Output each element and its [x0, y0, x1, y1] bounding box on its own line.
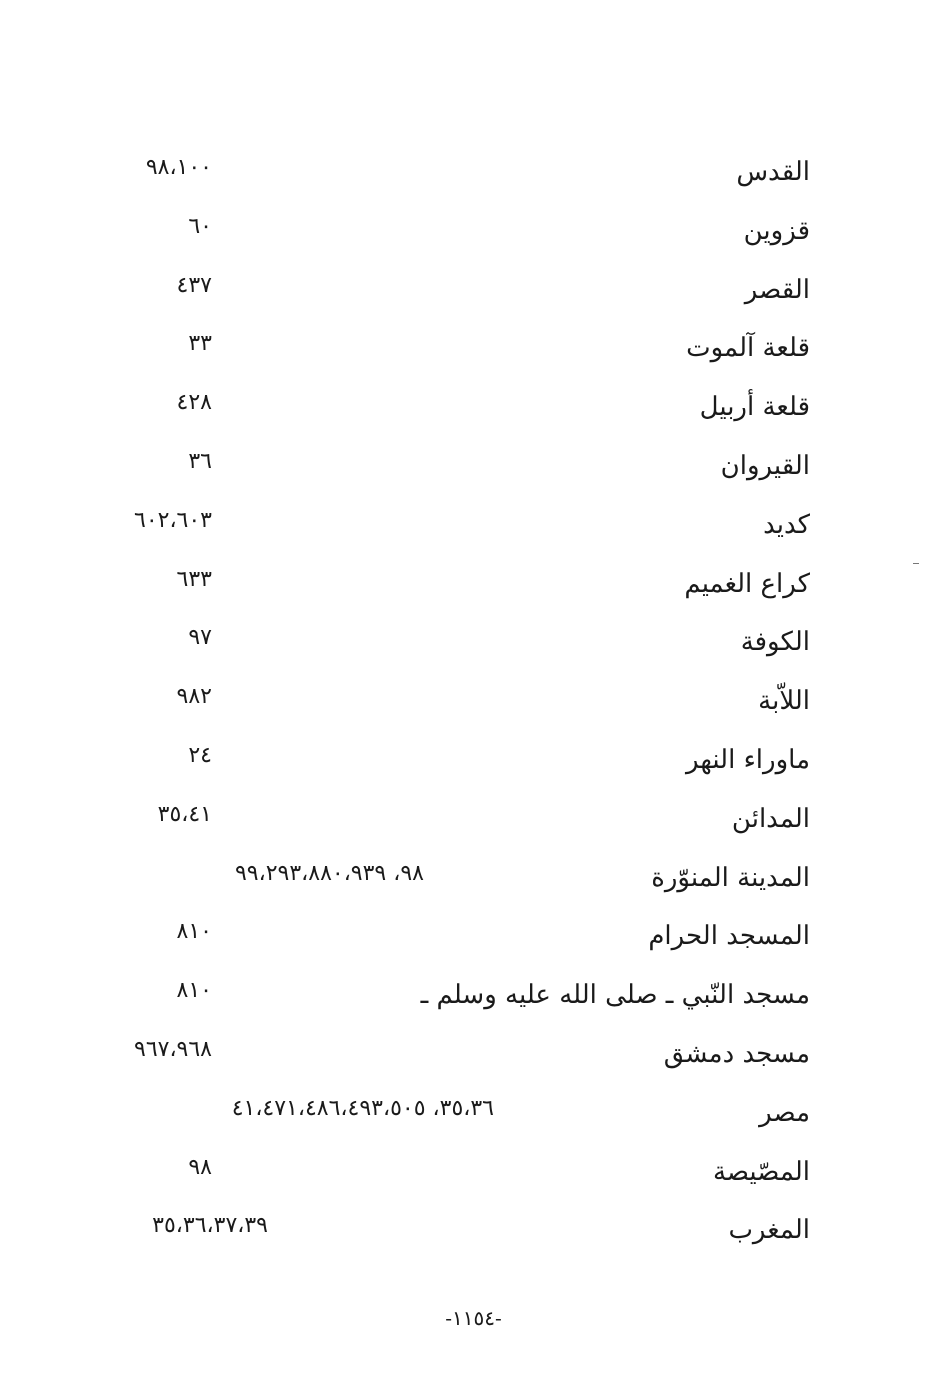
- page-references: ٦٣٣: [176, 566, 212, 592]
- place-name: القدس: [736, 157, 810, 187]
- place-name: مسجد دمشق: [663, 1038, 810, 1069]
- page-references: ٩٨، ٩٩،٢٩٣،٨٨٠،٩٣٩: [234, 860, 424, 886]
- page-number: -١١٥٤-: [445, 1306, 502, 1330]
- page-references: ٩٨٢: [176, 684, 212, 710]
- page-references: ٨١٠: [176, 919, 212, 945]
- index-entry: [80, 677, 810, 736]
- index-entry: [80, 266, 810, 325]
- index-entry: [80, 795, 810, 854]
- page-references: ٩٨: [188, 1154, 212, 1180]
- index-entry: [80, 207, 810, 266]
- index-entry: [80, 618, 810, 677]
- place-name: مسجد النّبي ـ صلى الله عليه وسلم ـ: [420, 980, 810, 1011]
- index-entry: [80, 854, 810, 913]
- place-name: القيروان: [720, 450, 810, 481]
- index-entry: [80, 1089, 810, 1148]
- index-entry: [80, 736, 810, 795]
- index-entry: [80, 148, 810, 207]
- page-references: ٦٠: [188, 213, 212, 239]
- place-name: المصّيصة: [712, 1156, 810, 1187]
- place-name: الكوفة: [740, 627, 810, 658]
- margin-mark: [913, 563, 919, 564]
- index-entry: [80, 442, 810, 501]
- place-name: القصر: [744, 274, 810, 305]
- index-entry: [80, 912, 810, 971]
- place-name: كراع الغميم: [684, 568, 810, 599]
- page-references: ٣٦: [188, 448, 212, 474]
- page-references: ٣٥،٤١: [157, 801, 212, 827]
- page-references: ٩٨،١٠٠: [145, 155, 212, 180]
- page-references: ٨١٠: [176, 978, 212, 1004]
- page-references: ٢٤: [188, 742, 212, 768]
- page-references: ٦٠٢،٦٠٣: [134, 507, 212, 533]
- index-entry: [80, 1206, 810, 1265]
- place-name: مصر: [759, 1097, 810, 1128]
- place-name: قلعة أربيل: [699, 392, 810, 423]
- page-references: ٣٣: [188, 331, 212, 357]
- place-name: المغرب: [728, 1215, 810, 1246]
- place-name: قلعة آلموت: [686, 333, 810, 364]
- index-entry: [80, 1030, 810, 1089]
- index-entry: [80, 324, 810, 383]
- page-references: ٤٢٨: [176, 390, 212, 416]
- place-index-list: [80, 148, 810, 1265]
- index-entry: [80, 383, 810, 442]
- place-name: المدينة المنوّرة: [651, 862, 810, 893]
- index-entry: [80, 501, 810, 560]
- page-references: ٩٧: [188, 625, 212, 651]
- place-name: ماوراء النهر: [686, 744, 810, 775]
- place-name: المدائن: [731, 803, 810, 834]
- place-name: قزوين: [743, 215, 810, 246]
- place-name: كديد: [763, 509, 810, 540]
- page-references: ٩٦٧،٩٦٨: [134, 1036, 212, 1062]
- page-references: ٣٥،٣٦،٣٧،٣٩: [152, 1213, 268, 1239]
- place-name: اللاّبة: [758, 686, 810, 717]
- index-entry: [80, 971, 810, 1030]
- index-entry: [80, 560, 810, 619]
- page-references: ٣٥،٣٦، ٤١،٤٧١،٤٨٦،٤٩٣،٥٠٥: [231, 1095, 494, 1121]
- page-references: ٤٣٧: [176, 272, 212, 298]
- index-entry: [80, 1148, 810, 1207]
- place-name: المسجد الحرام: [648, 921, 810, 952]
